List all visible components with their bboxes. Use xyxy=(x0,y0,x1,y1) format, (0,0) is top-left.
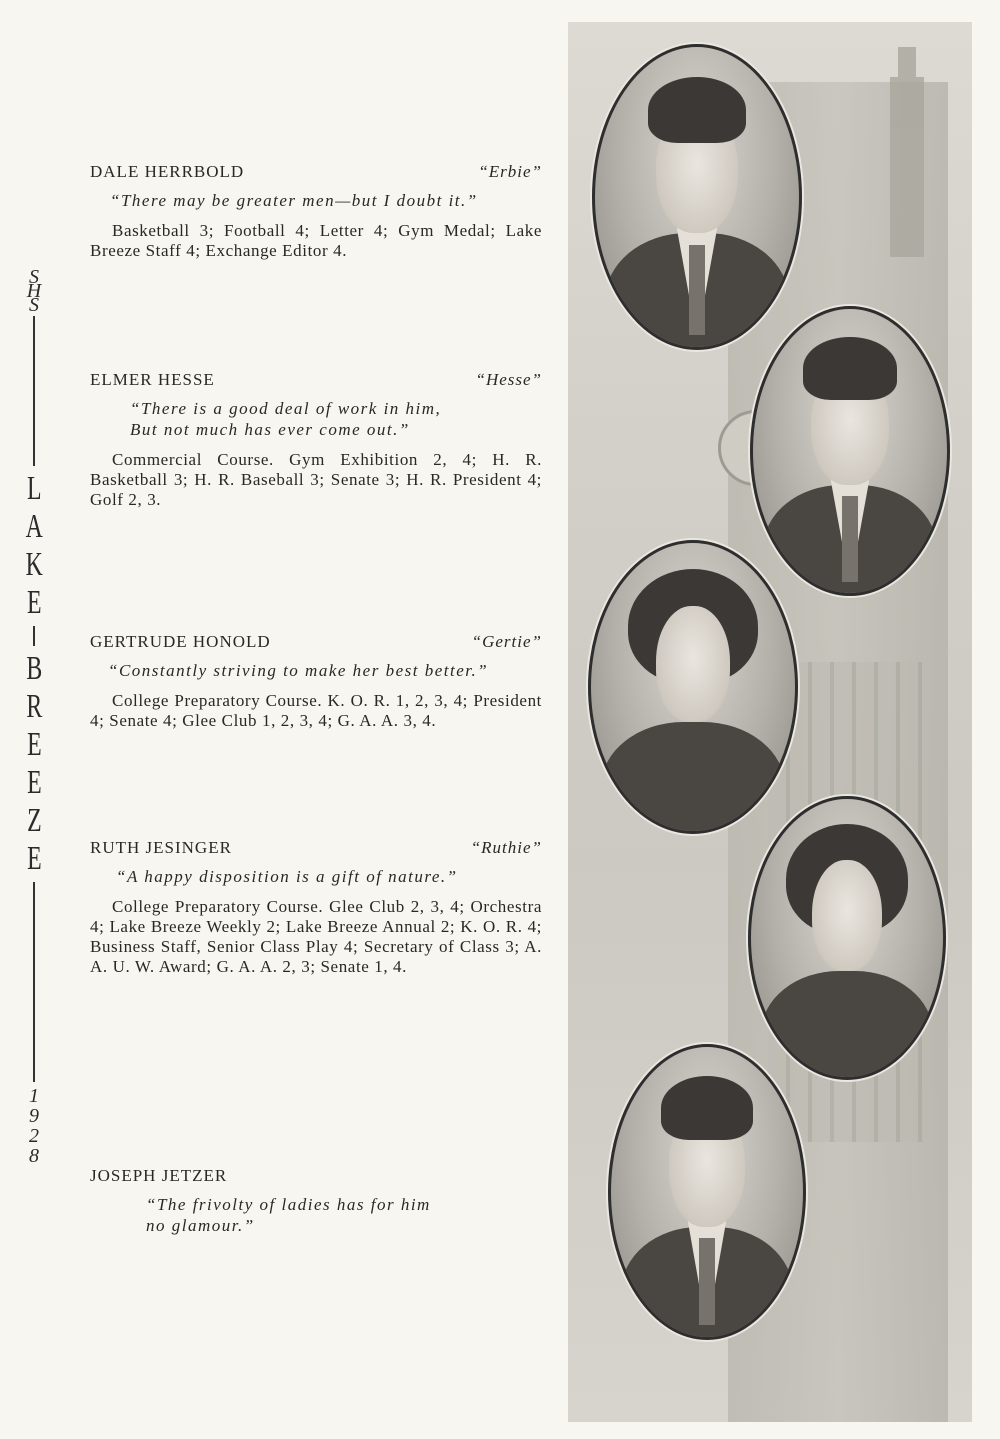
student-quote: “There may be greater men—but I doubt it.” xyxy=(110,191,478,210)
portrait-column xyxy=(568,22,972,1422)
student-quote: “The frivolty of ladies has for him no glamour.” xyxy=(146,1195,431,1235)
student-nickname: “Erbie” xyxy=(478,162,542,181)
side-letter: E xyxy=(26,726,42,763)
portrait-photo xyxy=(748,796,946,1080)
side-word-lake xyxy=(25,470,42,622)
senior-entry xyxy=(90,370,542,510)
student-activities: College Preparatory Course. Glee Club 2, 3, 4; Orchestra 4; Lake Breeze Weekly 2; Lake Breeze Annual 2; K. O. R. 4; Business Staff, Senior Class Play 4; Secretary of Class 3; A. A. U. W. Award; G. A. A. 2, 3; Senate 1, 4. xyxy=(90,897,542,976)
senior-entry xyxy=(90,632,542,731)
background-spire xyxy=(890,77,924,257)
side-letter: B xyxy=(26,650,42,687)
side-letter: E xyxy=(26,584,42,621)
side-title-ornament xyxy=(14,266,54,1200)
side-letter: Z xyxy=(26,802,42,839)
side-letter: E xyxy=(26,764,42,801)
student-nickname: “Hesse” xyxy=(475,370,542,389)
portrait-photo xyxy=(592,44,802,350)
senior-entry xyxy=(90,1166,542,1236)
student-name: RUTH JESINGER xyxy=(90,838,232,857)
student-name: GERTRUDE HONOLD xyxy=(90,632,271,651)
side-divider xyxy=(33,316,35,466)
portrait-photo xyxy=(608,1044,806,1340)
student-activities: Basketball 3; Football 4; Letter 4; Gym Medal; Lake Breeze Staff 4; Exchange Editor 4. xyxy=(90,221,542,260)
student-name: JOSEPH JETZER xyxy=(90,1166,228,1185)
student-nickname: “Ruthie” xyxy=(470,838,542,857)
student-name: DALE HERRBOLD xyxy=(90,162,245,181)
side-letter: E xyxy=(26,840,42,877)
side-word-breeze xyxy=(26,650,42,878)
student-activities: College Preparatory Course. K. O. R. 1, 2, 3, 4; President 4; Senate 4; Glee Club 1, 2, 3, 4; G. A. A. 3, 4. xyxy=(90,691,542,730)
student-name: ELMER HESSE xyxy=(90,370,215,389)
senior-entry xyxy=(90,162,542,261)
side-divider xyxy=(33,626,35,646)
side-top-mark: S H S xyxy=(26,266,42,316)
portrait-photo xyxy=(588,540,798,834)
side-letter: A xyxy=(25,508,43,545)
side-letter: R xyxy=(26,688,42,725)
student-quote: “There is a good deal of work in him, But not much has ever come out.” xyxy=(130,399,442,439)
student-activities: Commercial Course. Gym Exhibition 2, 4; H. R. Basketball 3; H. R. Baseball 3; Senate 3; H. R. President 4; Golf 2, 3. xyxy=(90,450,542,509)
student-nickname: “Gertie” xyxy=(471,632,542,651)
side-year: 1 9 2 8 xyxy=(29,1085,39,1167)
side-letter: L xyxy=(26,470,42,507)
senior-entry xyxy=(90,838,542,977)
student-quote: “A happy disposition is a gift of nature.” xyxy=(116,867,458,886)
student-quote: “Constantly striving to make her best better.” xyxy=(108,661,489,680)
side-divider xyxy=(33,882,35,1082)
portrait-photo xyxy=(750,306,950,596)
side-letter: K xyxy=(25,546,43,583)
